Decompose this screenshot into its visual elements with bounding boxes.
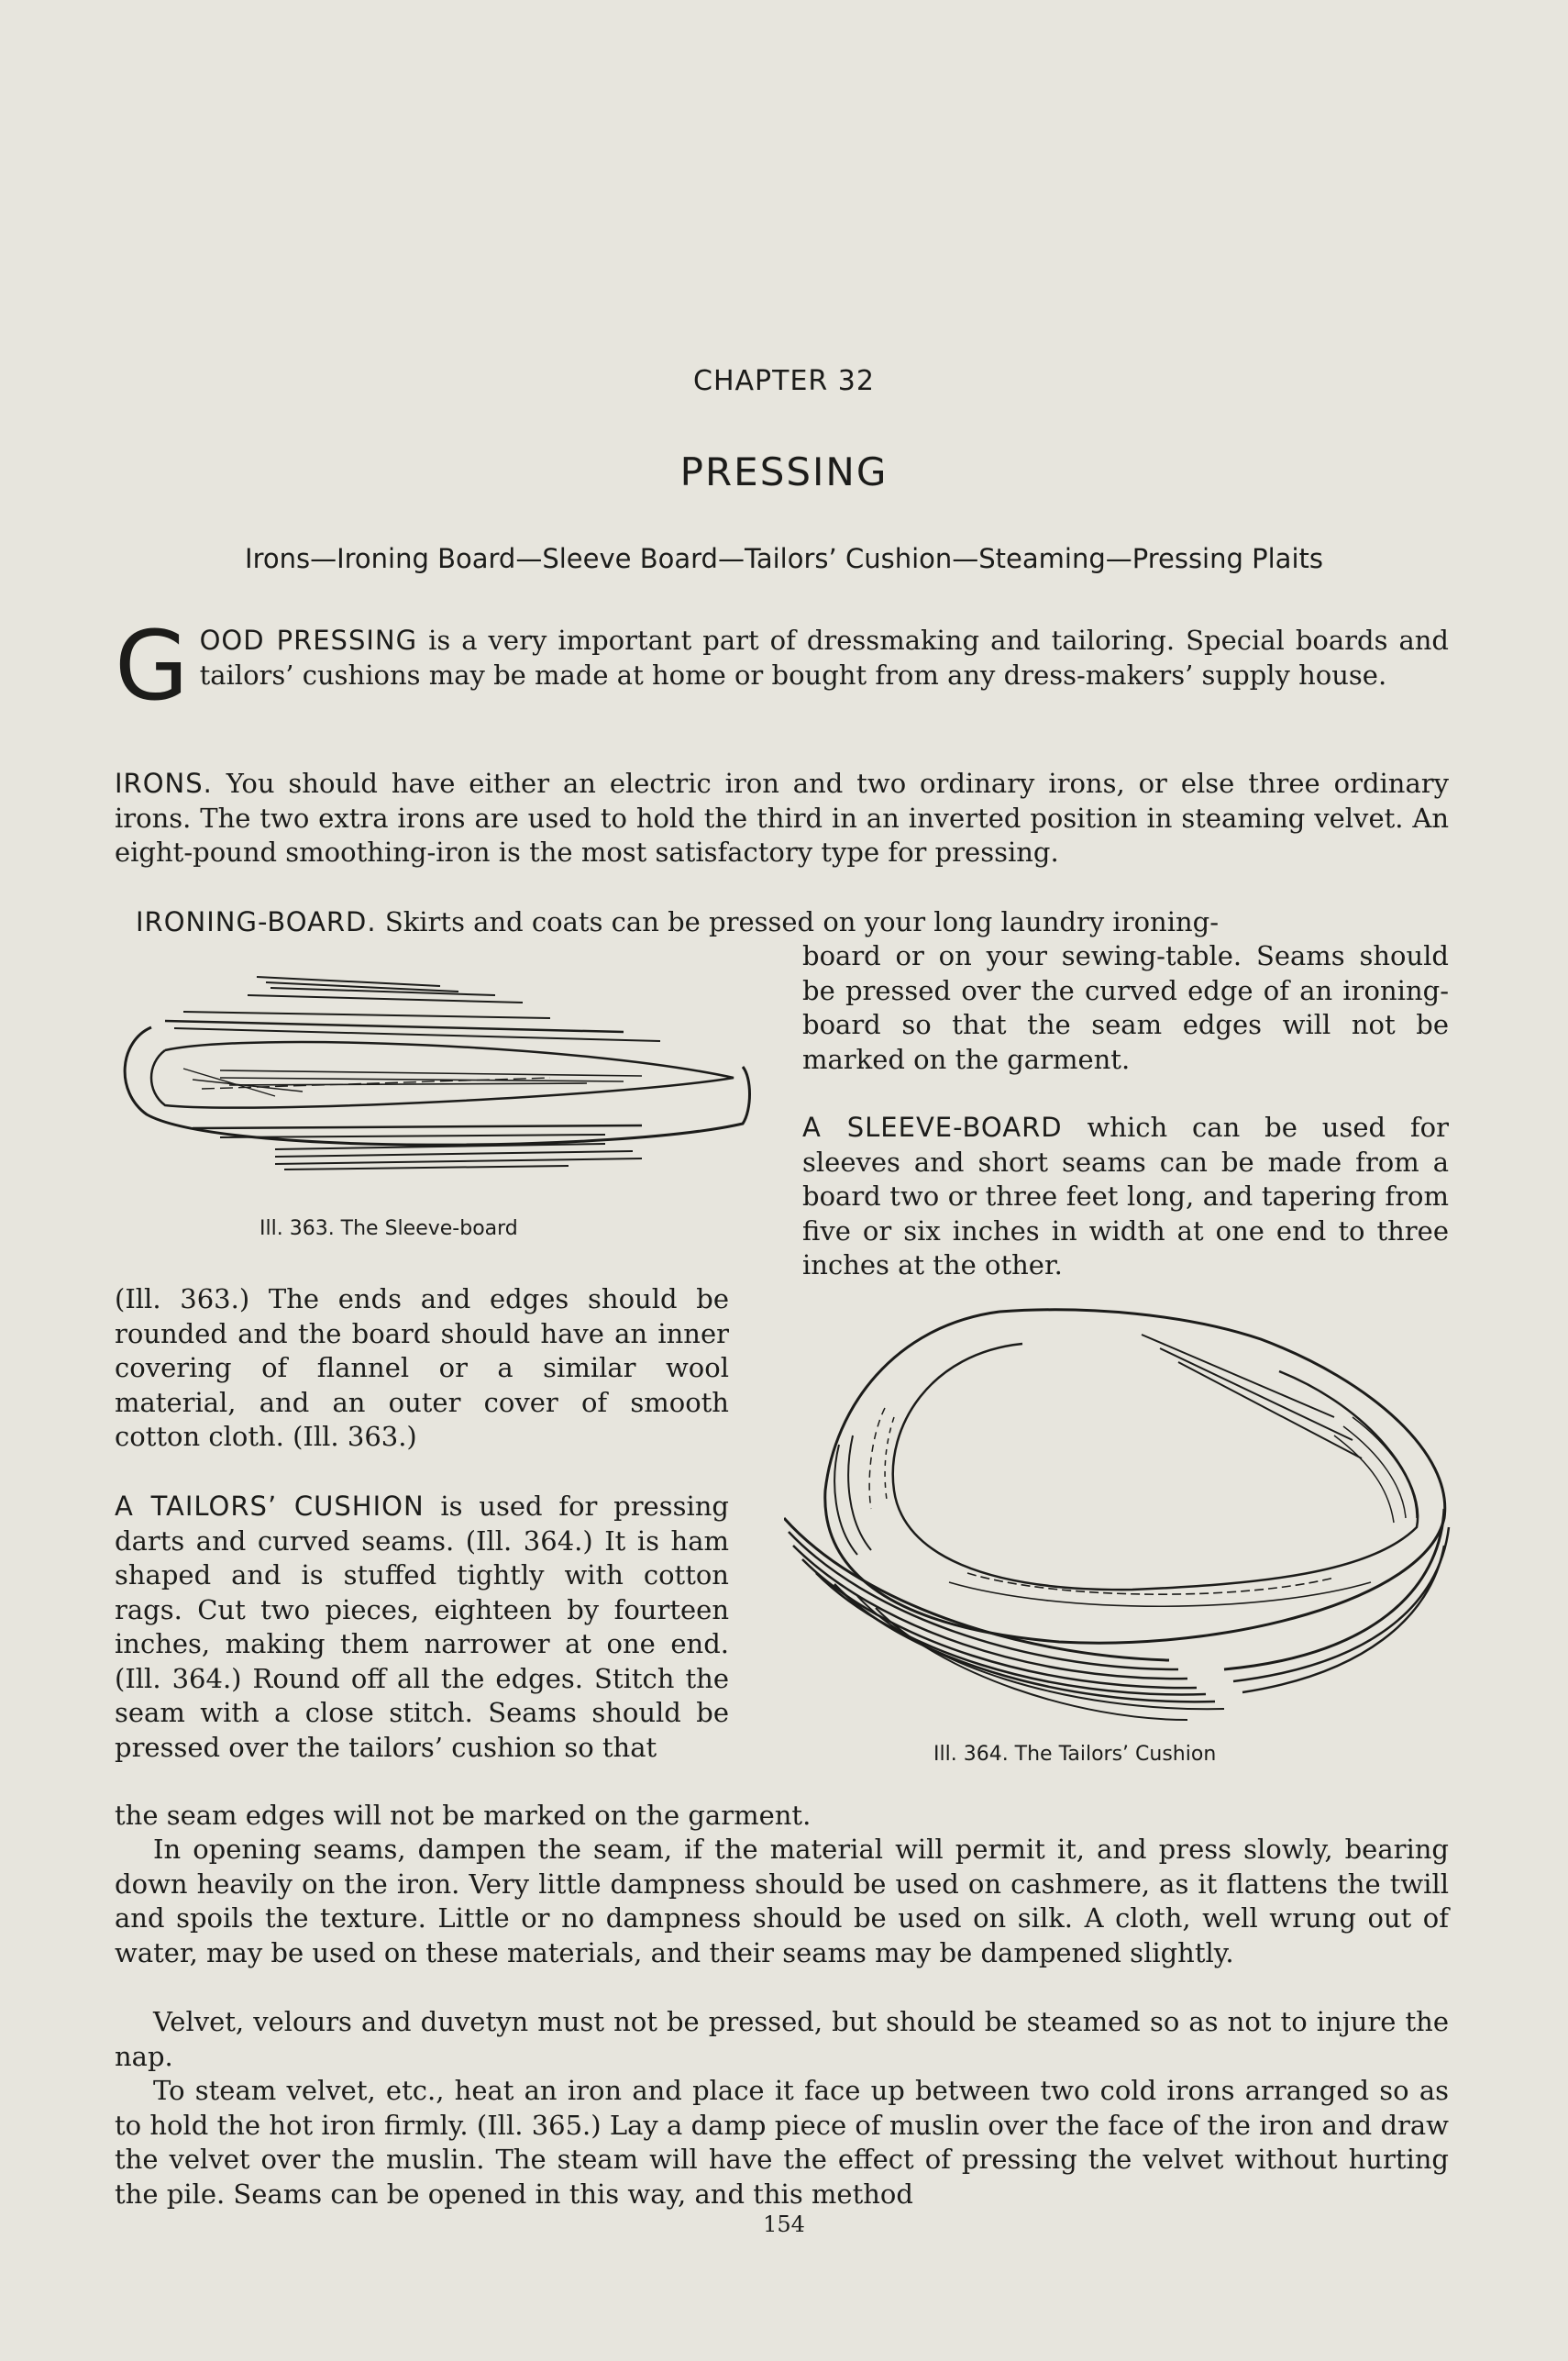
- tailors-cushion-paragraph: [115, 1490, 729, 1765]
- paragraph-opening-seams: In opening seams, dampen the seam, if the material will permit it, and press slowly, bearing down heavily on the iron. Very little dampness should be used on cashmere, as it flattens the twill and spoils the texture. Little or no dampness should be used on silk. A cloth, well wrung out of water, may be used on these materials, and their seams may be dampened slightly.: [115, 1834, 1449, 1968]
- chapter-subtitle: Irons—Ironing Board—Sleeve Board—Tailors’ Cushion—Steaming—Pressing Plaits: [245, 543, 1323, 574]
- sleeve-board-paragraph: [802, 1111, 1449, 1283]
- ironing-board-heading: IRONING-BOARD.: [136, 906, 377, 937]
- ironing-board-text-first: Skirts and coats can be pressed on your long laundry ironing-: [376, 906, 1220, 937]
- sleeve-board-text: which can be used for sleeves and short seams can be made from a board two or three feet long, and tapering from five or six inches in width at one end to three inches at the other.: [802, 1112, 1449, 1280]
- ironing-board-first-line: [136, 905, 1449, 940]
- tailors-cushion-illustration: [784, 1298, 1453, 1738]
- drop-cap: G: [115, 610, 189, 722]
- tailors-cushion-heading: A TAILORS’ CUSHION: [115, 1491, 425, 1522]
- page-number: 154: [763, 2211, 805, 2237]
- sleeve-board-continuation: (Ill. 363.) The ends and edges should be rounded and the board should have an inner covering of flannel or a similar wool material, and an outer cover of smooth cotton cloth. (Ill. 363.): [115, 1283, 729, 1452]
- figure-364-caption: Ill. 364. The Tailors’ Cushion: [933, 1743, 1217, 1766]
- intro-text: is a very important part of dressmaking and tailoring. Special boards and tailors’ cushions may be made at home or bought from any dress-makers’ supply house.: [199, 625, 1449, 691]
- page-title: PRESSING: [679, 449, 889, 494]
- sleeve-board-heading: A SLEEVE-BOARD: [802, 1112, 1063, 1143]
- figure-363-caption: Ill. 363. The Sleeve-board: [259, 1217, 518, 1240]
- chapter-label: CHAPTER 32: [693, 365, 875, 397]
- irons-text: You should have either an electric iron and two ordinary irons, or else three ordinary irons. The two extra irons are used to hold the third in an inverted position in steaming velvet. An eight-pound smoothing-iron is the most satisfactory type for pressing.: [115, 768, 1449, 868]
- irons-heading: IRONS.: [115, 768, 213, 799]
- ironing-board-paragraph: board or on your sewing-table. Seams should be pressed over the curved edge of an ironing-board so that the seam edges will not be marked on the garment.: [802, 940, 1449, 1075]
- irons-paragraph: [115, 767, 1449, 870]
- paragraph-steam-velvet: To steam velvet, etc., heat an iron and place it face up between two cold irons arranged so as to hold the hot iron firmly. (Ill. 365.) Lay a damp piece of muslin over the face of the iron and draw the velvet over the muslin. The steam will have the effect of pressing the velvet without hurting the pile. Seams can be opened in this way, and this method: [115, 2075, 1449, 2210]
- tailors-cushion-text: is used for pressing darts and curved seams. (Ill. 364.) It is ham shaped and is stuffed tightly with cotton rags. Cut two pieces, eighteen by fourteen inches, making them narrower at one end. (Ill. 364.) Round off all the edges. Stitch the seam with a close stitch. Seams should be pressed over the tailors’ cushion so that: [115, 1491, 729, 1763]
- sleeve-board-illustration: [110, 968, 752, 1211]
- paragraph-velvet: Velvet, velours and duvetyn must not be pressed, but should be steamed so as not to injure the nap.: [115, 2006, 1449, 2072]
- tailors-cushion-last-line: the seam edges will not be marked on the garment.: [115, 1800, 812, 1831]
- intro-paragraph: [115, 610, 1449, 722]
- intro-lead: OOD PRESSING: [199, 625, 418, 656]
